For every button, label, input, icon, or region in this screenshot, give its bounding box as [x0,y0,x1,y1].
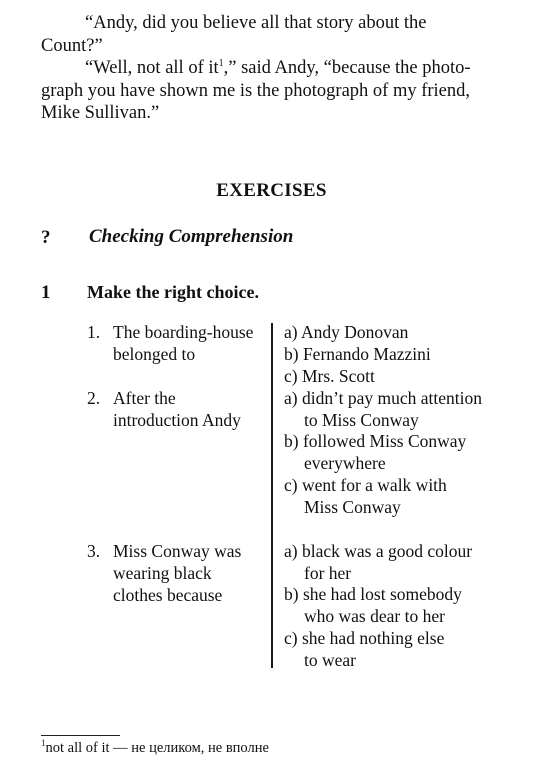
option-line: for her [304,562,352,583]
section-marker: ? [41,227,51,248]
exercise-number: 1 [41,282,51,303]
exercise-instruction: Make the right choice. [87,282,259,302]
question-number: 3. [87,541,101,561]
question-number: 1. [87,322,101,342]
option-line: c) she had nothing else [284,628,445,648]
answer-option [284,322,408,344]
option-line: Miss Conway [304,496,401,517]
text-fragment: ,” said Andy, “because the photo- [223,58,471,78]
option-line: b) she had lost somebody [284,584,462,604]
option-line: c) Mrs. Scott [284,366,375,386]
text-line: Count?” [41,35,103,56]
option-line: to wear [304,649,356,670]
answer-option [284,388,482,432]
option-line: b) Fernando Mazzini [284,344,431,364]
stem-line: The boarding-house [113,322,254,342]
footnote-marker: 1 [218,57,224,69]
option-line: everywhere [304,452,386,473]
stem-line: belonged to [113,343,196,364]
answer-option [284,584,462,628]
answer-option [284,344,431,366]
stem-line: clothes because [113,584,223,605]
dialogue-paragraph-2 [41,57,515,125]
text-line: graph you have shown me is the photograph of my friend, [41,80,471,101]
option-line: a) didn’t pay much attention [284,388,482,408]
text-fragment: “Well, not all of it [85,58,219,78]
footnote [41,740,269,757]
column-divider [271,323,273,668]
option-line: to Miss Conway [304,409,419,430]
footnote-text: not all of it — не целиком, не вполне [45,740,269,756]
footnote-marker: 1 [41,738,46,749]
question-stem [113,541,241,606]
answer-option [284,628,444,672]
option-line: b) followed Miss Conway [284,431,467,451]
stem-line: introduction Andy [113,409,241,430]
question-stem [113,322,253,366]
answer-option [284,475,447,519]
answer-option [284,366,375,388]
option-line: who was dear to her [304,605,445,626]
stem-line: Miss Conway was [113,541,242,561]
question-stem [113,388,241,432]
exercises-heading: EXERCISES [216,180,327,201]
option-line: a) Andy Donovan [284,322,409,342]
text-line: “Andy, did you believe all that story about the [85,13,427,33]
section-title: Checking Comprehension [89,226,294,247]
stem-line: After the [113,388,176,408]
answer-option [284,431,466,475]
footnote-rule [41,735,120,736]
answer-option [284,541,472,585]
text-line [41,57,515,80]
stem-line: wearing black [113,562,212,583]
dialogue-paragraph-1 [41,12,515,57]
option-line: c) went for a walk with [284,475,447,495]
question-number: 2. [87,388,101,408]
text-line: Mike Sullivan.” [41,103,160,123]
option-line: a) black was a good colour [284,541,473,561]
